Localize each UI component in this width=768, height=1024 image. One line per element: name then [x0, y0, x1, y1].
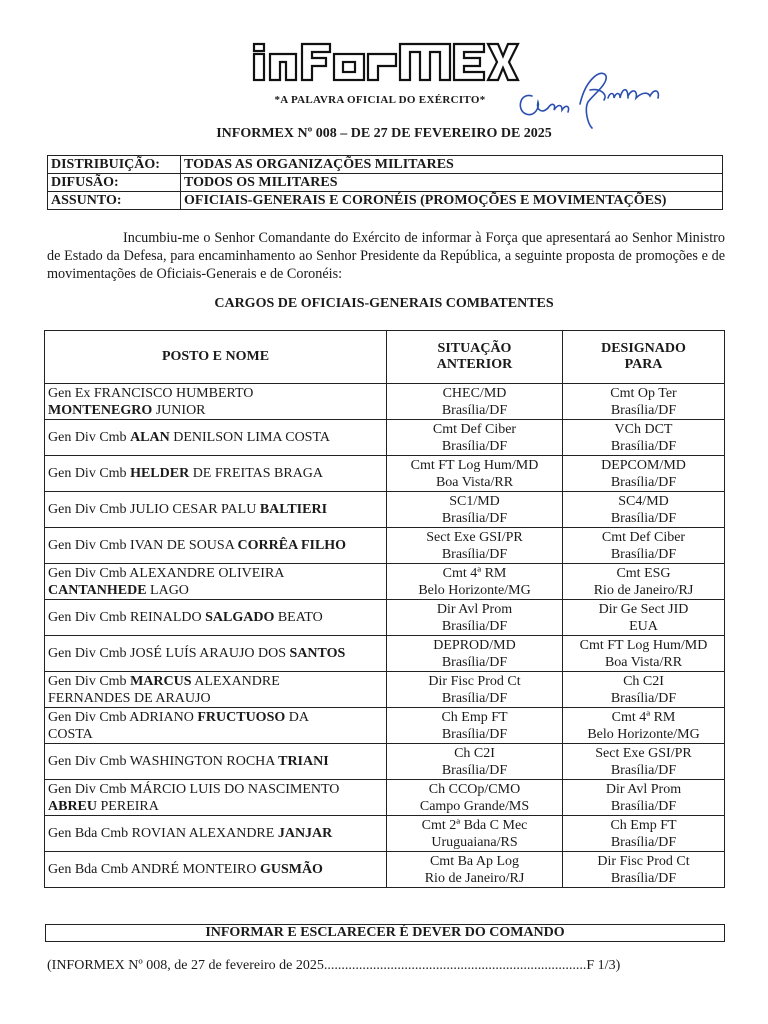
meta-value: OFICIAIS-GENERAIS E CORONÉIS (PROMOÇÕES E MOVIMENTAÇÕES) [181, 192, 723, 210]
cell-situacao-anterior [387, 528, 563, 564]
location-line: Belo Horizonte/MG [587, 726, 700, 742]
position-line: Cmt Def Ciber [432, 421, 517, 437]
header-situacao-anterior [387, 331, 563, 384]
cell-situacao-anterior [387, 744, 563, 780]
position-line: Cmt 4ª RM [611, 709, 676, 725]
position-line: CHEC/MD [442, 385, 507, 401]
position-line: Ch CCOp/CMO [428, 781, 521, 797]
location-line: Brasília/DF [610, 474, 677, 490]
surname-bold: TRIANI [278, 754, 329, 769]
cell-posto-nome [45, 672, 387, 708]
surname-bold: FRUCTUOSO [197, 709, 286, 725]
location-line: Brasília/DF [441, 654, 508, 670]
table-row [45, 852, 725, 888]
footer-motto: INFORMAR E ESCLARECER É DEVER DO COMANDO [45, 924, 725, 942]
table-row [45, 708, 725, 744]
cell-designado-para [563, 852, 725, 888]
name-part: JUNIOR [152, 402, 206, 418]
position-line: Dir Avl Prom [436, 601, 513, 617]
table-row [45, 420, 725, 456]
position-line: Dir Avl Prom [605, 781, 682, 797]
name-part: Gen Div Cmb ADRIANO [48, 709, 198, 725]
name-part: Gen Div Cmb [48, 430, 131, 445]
name-part: Gen Bda Cmb ANDRÉ MONTEIRO [48, 862, 260, 877]
cell-designado-para [563, 456, 725, 492]
cell-situacao-anterior [387, 816, 563, 852]
cell-designado-para [563, 816, 725, 852]
name-part: DENILSON LIMA COSTA [169, 430, 331, 445]
position-line: VCh DCT [614, 421, 673, 437]
position-line: DEPROD/MD [433, 637, 516, 653]
location-line: Brasília/DF [610, 762, 677, 778]
cell-situacao-anterior [387, 852, 563, 888]
position-line: Ch C2I [623, 673, 664, 689]
position-line: DEPCOM/MD [601, 457, 686, 473]
table-row [45, 816, 725, 852]
location-line: Brasília/DF [441, 510, 508, 526]
cell-situacao-anterior [387, 780, 563, 816]
cell-situacao-anterior [387, 708, 563, 744]
table-row [45, 600, 725, 636]
meta-value: TODAS AS ORGANIZAÇÕES MILITARES [181, 156, 723, 174]
table-row [45, 672, 725, 708]
section-title: CARGOS DE OFICIAIS-GENERAIS COMBATENTES [214, 296, 554, 311]
header-situacao-text: SITUAÇÃO ANTERIOR [436, 341, 513, 372]
location-line: Brasília/DF [441, 690, 508, 706]
name-part: Gen Div Cmb ALEXANDRE OLIVEIRA [48, 565, 285, 581]
name-part: Gen Div Cmb [48, 466, 131, 481]
position-line: Cmt Op Ter [610, 385, 677, 401]
intro-paragraph [47, 229, 725, 283]
cell-situacao-anterior [387, 564, 563, 600]
location-line: Brasília/DF [610, 438, 677, 454]
cell-posto-nome [45, 564, 387, 600]
cell-situacao-anterior [387, 492, 563, 528]
cell-posto-nome [45, 816, 387, 852]
table-row [45, 780, 725, 816]
table-row [45, 456, 725, 492]
cell-designado-para [563, 744, 725, 780]
location-line: Campo Grande/MS [419, 798, 530, 814]
surname-bold: HELDER [130, 466, 190, 481]
table-row [45, 744, 725, 780]
position-line: Ch C2I [454, 745, 495, 761]
cell-designado-para [563, 564, 725, 600]
intro-text: Incumbiu-me o Senhor Comandante do Exército de informar à Força que apresentará ao Senhor Ministro de Estado da Defesa, para encaminhamento ao Senhor Presidente da República, a seguinte proposta de promoções e de movimentações de Oficiais-Generais e de Coronéis: [47, 230, 725, 282]
position-line: SC1/MD [449, 493, 500, 509]
position-line: Dir Ge Sect JID [598, 601, 689, 617]
meta-row [48, 156, 723, 174]
cell-situacao-anterior [387, 600, 563, 636]
name-part: Gen Div Cmb JULIO CESAR PALU [48, 502, 260, 517]
header-posto-nome: POSTO E NOME [45, 331, 387, 384]
location-line: Uruguaiana/RS [431, 834, 518, 850]
meta-value: TODOS OS MILITARES [181, 174, 723, 192]
surname-bold: JANJAR [277, 826, 333, 841]
location-line: Brasília/DF [610, 546, 677, 562]
surname-bold: CANTANHEDE [48, 582, 147, 598]
table-row [45, 492, 725, 528]
location-line: Brasília/DF [610, 870, 677, 886]
position-line: Ch Emp FT [610, 817, 677, 833]
promotions-table [44, 330, 725, 888]
name-part: Gen Div Cmb JOSÉ LUÍS ARAUJO DOS [48, 646, 290, 661]
position-line: Cmt FT Log Hum/MD [410, 457, 539, 473]
location-line: Brasília/DF [441, 726, 508, 742]
location-line: Boa Vista/RR [435, 474, 514, 490]
name-part: FERNANDES DE ARAUJO [48, 690, 211, 706]
surname-bold: CORRÊA FILHO [237, 538, 347, 553]
location-line: EUA [629, 618, 658, 634]
position-line: Dir Fisc Prod Ct [428, 673, 521, 689]
document-title: INFORMEX Nº 008 – DE 27 DE FEVEREIRO DE 2025 [216, 126, 552, 141]
table-row [45, 564, 725, 600]
position-line: Cmt Def Ciber [601, 529, 686, 545]
surname-bold: SALGADO [205, 610, 275, 625]
location-line: Brasília/DF [610, 834, 677, 850]
location-line: Rio de Janeiro/RJ [424, 870, 525, 886]
location-line: Brasília/DF [610, 402, 677, 418]
cell-situacao-anterior [387, 672, 563, 708]
location-line: Brasília/DF [441, 762, 508, 778]
header-designado-text: DESIGNADO PARA [601, 341, 686, 372]
meta-key: DIFUSÃO: [48, 174, 181, 192]
cell-designado-para [563, 528, 725, 564]
surname-bold: SANTOS [289, 646, 346, 661]
name-part: Gen Div Cmb REINALDO [48, 610, 206, 625]
name-part: Gen Ex FRANCISCO HUMBERTO [48, 385, 254, 401]
meta-key: DISTRIBUIÇÃO: [48, 156, 181, 174]
location-line: Brasília/DF [441, 618, 508, 634]
surname-bold: GUSMÃO [259, 862, 323, 877]
slogan: *A PALAVRA OFICIAL DO EXÉRCITO* [274, 94, 486, 106]
location-line: Rio de Janeiro/RJ [593, 582, 694, 598]
meta-row [48, 192, 723, 210]
surname-bold: MONTENEGRO [48, 402, 153, 418]
location-line: Brasília/DF [441, 438, 508, 454]
name-part: Gen Div Cmb MÁRCIO LUIS DO NASCIMENTO [48, 781, 340, 797]
table-row [45, 636, 725, 672]
name-part: Gen Bda Cmb ROVIAN ALEXANDRE [48, 826, 278, 841]
location-line: Brasília/DF [610, 798, 677, 814]
cell-designado-para [563, 708, 725, 744]
name-part: BEATO [274, 610, 323, 625]
surname-bold: ALAN [130, 430, 170, 445]
name-part: DA [285, 709, 309, 725]
position-line: Ch Emp FT [441, 709, 508, 725]
name-part: PEREIRA [97, 798, 159, 814]
surname-bold: ABREU [48, 798, 98, 814]
cell-situacao-anterior [387, 636, 563, 672]
footer-reference: (INFORMEX Nº 008, de 27 de fevereiro de 2025...........................................................................F 1/3) [47, 958, 621, 973]
table-row [45, 384, 725, 420]
location-line: Brasília/DF [441, 546, 508, 562]
name-part: COSTA [48, 726, 93, 742]
position-line: SC4/MD [618, 493, 669, 509]
header-designado-para [563, 331, 725, 384]
name-part: LAGO [146, 582, 189, 598]
cell-posto-nome [45, 492, 387, 528]
name-part: DE FREITAS BRAGA [189, 466, 324, 481]
cell-posto-nome [45, 456, 387, 492]
position-line: Sect Exe GSI/PR [426, 529, 523, 545]
distribution-table [47, 155, 723, 210]
cell-situacao-anterior [387, 456, 563, 492]
surname-bold: BALTIERI [259, 502, 328, 517]
cell-designado-para [563, 420, 725, 456]
position-line: Cmt Ba Ap Log [429, 853, 520, 869]
cell-posto-nome [45, 708, 387, 744]
informex-logo [250, 40, 520, 88]
surname-bold: MARCUS [130, 673, 192, 689]
position-line: Sect Exe GSI/PR [595, 745, 692, 761]
name-part: Gen Div Cmb WASHINGTON ROCHA [48, 754, 279, 769]
cell-situacao-anterior [387, 384, 563, 420]
position-line: Cmt ESG [616, 565, 671, 581]
position-line: Cmt FT Log Hum/MD [579, 637, 708, 653]
cell-posto-nome [45, 852, 387, 888]
cell-designado-para [563, 636, 725, 672]
cell-posto-nome [45, 636, 387, 672]
position-line: Cmt 2ª Bda C Mec [421, 817, 528, 833]
table-header-row [45, 331, 725, 384]
cell-posto-nome [45, 384, 387, 420]
location-line: Brasília/DF [610, 690, 677, 706]
cell-designado-para [563, 780, 725, 816]
location-line: Brasília/DF [610, 510, 677, 526]
name-part: Gen Div Cmb [48, 673, 131, 689]
location-line: Boa Vista/RR [604, 654, 683, 670]
cell-posto-nome [45, 420, 387, 456]
name-part: Gen Div Cmb IVAN DE SOUSA [48, 538, 238, 553]
cell-posto-nome [45, 528, 387, 564]
cell-posto-nome [45, 600, 387, 636]
meta-key: ASSUNTO: [48, 192, 181, 210]
cell-posto-nome [45, 780, 387, 816]
cell-designado-para [563, 600, 725, 636]
cell-posto-nome [45, 744, 387, 780]
cell-designado-para [563, 384, 725, 420]
location-line: Belo Horizonte/MG [418, 582, 531, 598]
position-line: Dir Fisc Prod Ct [597, 853, 690, 869]
table-row [45, 528, 725, 564]
cell-situacao-anterior [387, 420, 563, 456]
cell-designado-para [563, 672, 725, 708]
location-line: Brasília/DF [441, 402, 508, 418]
name-part: ALEXANDRE [191, 673, 280, 689]
position-line: Cmt 4ª RM [442, 565, 507, 581]
meta-row [48, 174, 723, 192]
cell-designado-para [563, 492, 725, 528]
